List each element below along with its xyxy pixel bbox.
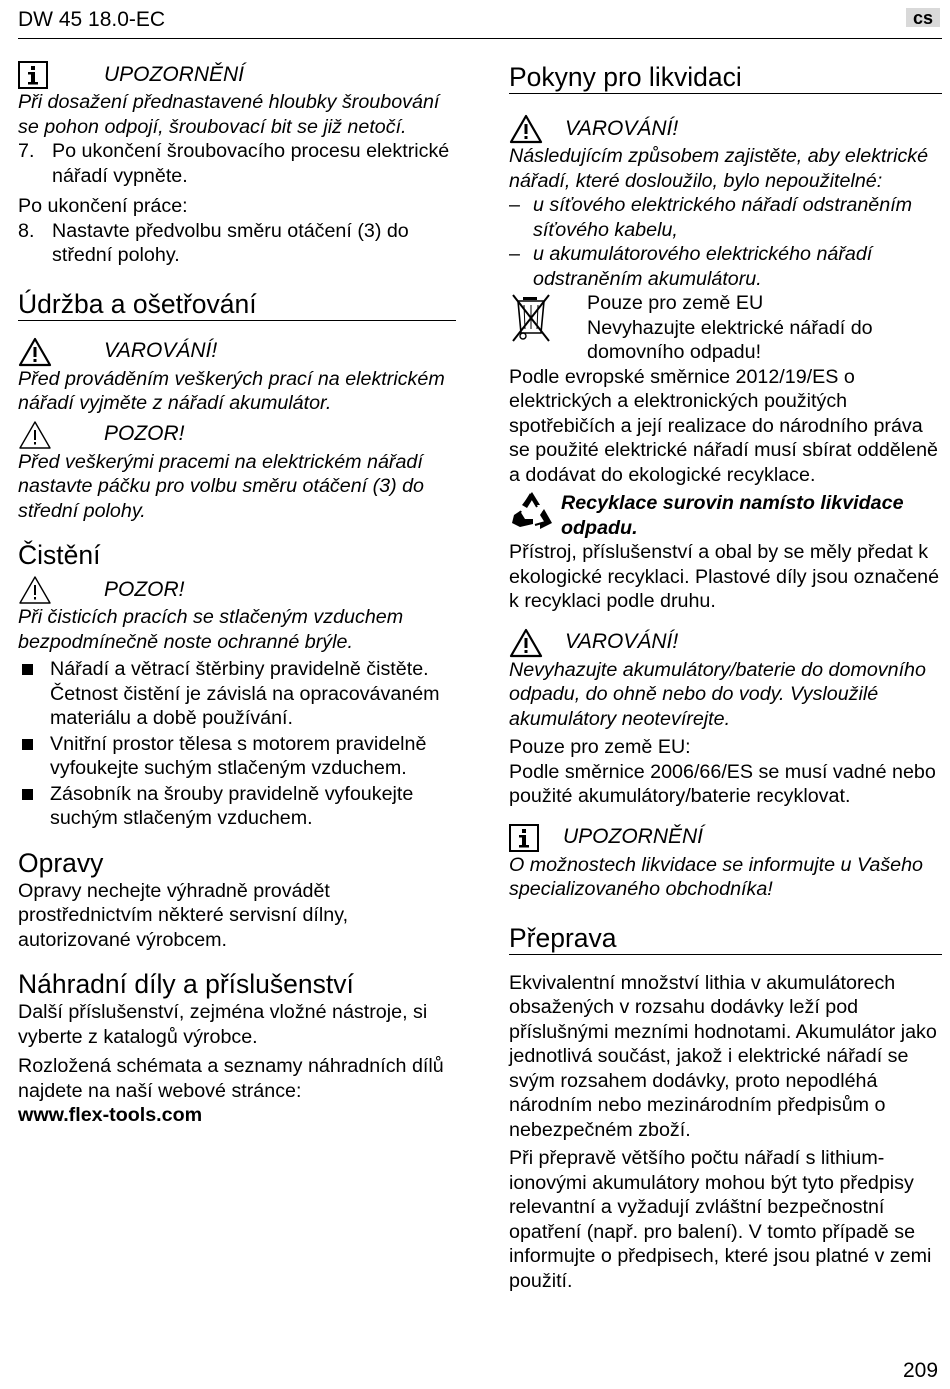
warning-triangle-icon — [509, 628, 543, 658]
caution-heading — [18, 420, 456, 450]
right-column — [509, 56, 942, 1293]
list-item — [18, 782, 456, 831]
maintenance-title: Údržba a ošetřování — [18, 288, 456, 321]
repairs-text: Opravy nechejte výhradně provádět prostřednictvím některé servisní dílny, autorizované výrobcem. — [18, 879, 349, 951]
note-heading — [509, 823, 942, 853]
header-model: DW 45 18.0-EC — [18, 8, 166, 31]
step-text: Po ukončení šroubovacího procesu elektrické nářadí vypněte. — [52, 140, 450, 187]
list-item — [509, 242, 942, 291]
after-work-text: Po ukončení práce: — [18, 195, 188, 217]
weee-text — [587, 291, 942, 365]
warning-triangle-icon — [509, 114, 543, 144]
language-badge: cs — [906, 8, 940, 27]
list-item — [18, 657, 456, 731]
list-item — [18, 732, 456, 781]
note-text: Při dosažení přednastavené hloubky šroubování se pohon odpojí, šroubovací bit se již netočí. — [18, 91, 440, 138]
warning-text: Následujícím způsobem zajistěte, aby elektrické nářadí, které dosloužilo, bylo nepoužitelné: — [509, 145, 929, 192]
note-label: UPOZORNĚNÍ — [104, 62, 245, 86]
transport-text-1: Ekvivalentní množství lithia v akumulátorech obsažených v rozsahu dodávky leží pod příslušnými mezními hodnotami. Akumulátor jako jednotlivá součást, jakož i elektrické nářadí se svým rozsahem dodávky, proto nepodléhá národním nebo mezinárodním předpisům o nebezpečném zboží. — [509, 971, 937, 1141]
warning-label: VAROVÁNÍ! — [565, 116, 679, 140]
warning-heading — [18, 337, 456, 367]
list-item-text: u síťového elektrického nářadí odstraněním síťového kabelu, — [533, 194, 913, 241]
caution-triangle-icon — [18, 420, 52, 450]
cleaning-title: Čistění — [18, 540, 101, 570]
step-number: 8. — [18, 219, 35, 242]
note-text: O možnostech likvidace se informujte u Vašeho specializovaného obchodníka! — [509, 853, 924, 900]
parts-title: Náhradní díly a příslušenství — [18, 969, 354, 999]
transport-title: Přeprava — [509, 922, 942, 955]
bullet-square-icon — [22, 664, 33, 675]
parts-text-2: Rozložená schémata a seznamy náhradních dílů najdete na naší webové stránce: — [18, 1055, 444, 1102]
repairs-title: Opravy — [18, 847, 104, 878]
eu-only-text-2: Pouze pro země EU: — [509, 736, 691, 758]
parts-text-1: Další příslušenství, zejména vložné nástroje, si vyberte z katalogů výrobce. — [18, 1001, 428, 1048]
caution-heading — [18, 575, 456, 605]
caution-triangle-icon — [18, 575, 52, 605]
disposal-title: Pokyny pro likvidaci — [509, 61, 942, 94]
warning-triangle-icon — [18, 337, 52, 367]
dash-marker: – — [509, 243, 520, 265]
list-item-text: Vnitřní prostor tělesa s motorem pravidelně vyfoukejte suchým stlačeným vzduchem. — [50, 732, 427, 779]
bullet-square-icon — [22, 789, 33, 800]
note-heading — [18, 60, 456, 90]
eu-household-text: Nevyhazujte elektrické nářadí do domovního odpadu! — [587, 316, 873, 363]
caution-text: Před veškerými pracemi na elektrickém nářadí nastavte páčku pro volbu směru otáčení (3) do střední polohy. — [18, 450, 425, 522]
battery-warning-heading — [509, 628, 942, 658]
directive-text: Podle evropské směrnice 2012/19/ES o elektrických a elektronických použitých spotřebičích a její realizace do národního práva se použité elektrické nářadí musí sbírat odděleně a dodávat do ekologické recyklace. — [509, 365, 938, 486]
info-icon — [509, 824, 539, 852]
header-rule — [18, 38, 942, 39]
warning-label: VAROVÁNÍ! — [104, 339, 218, 363]
list-item-text: Nářadí a větrací štěrbiny pravidelně čistěte. Četnost čistění je závislá na opracovávaném materiálu a době používání. — [50, 658, 440, 729]
weee-block — [509, 291, 942, 365]
recycle-heading: Recyklace surovin namísto likvidace odpadu. — [561, 492, 904, 539]
step-7 — [18, 139, 456, 188]
dash-marker: – — [509, 194, 520, 216]
page-number: 209 — [903, 1359, 939, 1382]
warning-heading — [509, 114, 942, 144]
bullet-square-icon — [22, 739, 33, 750]
caution-label: POZOR! — [104, 422, 185, 446]
list-item — [509, 193, 942, 242]
caution-text: Při čisticích pracích se stlačeným vzduchem bezpodmínečně noste ochranné brýle. — [18, 606, 404, 653]
step-text: Nastavte předvolbu směru otáčení (3) do střední polohy. — [52, 219, 409, 266]
list-item-text: Zásobník na šrouby pravidelně vyfoukejte suchým stlačeným vzduchem. — [50, 782, 414, 829]
website-link[interactable]: www.flex-tools.com — [18, 1104, 203, 1126]
transport-text-2: Při přepravě většího počtu nářadí s lithium-ionovými akumulátory mohou být tyto předpisy relevantní a vyžadují zvláštní bezpečnostní opatření (např. pro balení). V tomto případě se informujte o předpisech, které jsou platné v zemi použití. — [509, 1147, 932, 1292]
note-label: UPOZORNĚNÍ — [563, 825, 704, 849]
left-column — [18, 56, 456, 1128]
info-icon — [18, 61, 48, 89]
crossed-bin-icon — [511, 291, 551, 343]
battery-warning-text: Nevyhazujte akumulátory/baterie do domovního odpadu, do ohně nebo do vody. Vysloužilé akumulátory neotevírejte. — [509, 658, 926, 730]
recycle-heading-row — [509, 489, 942, 540]
recycle-icon — [509, 489, 555, 533]
battery-directive-text: Podle směrnice 2006/66/ES se musí vadné nebo použité akumulátory/baterie recyklovat. — [509, 760, 936, 807]
step-8 — [18, 219, 456, 268]
eu-only-text: Pouze pro země EU — [587, 292, 764, 314]
warning-text: Před prováděním veškerých prací na elektrickém nářadí vyjměte z nářadí akumulátor. — [18, 367, 445, 414]
recycle-text: Přístroj, příslušenství a obal by se měly předat k ekologické recyklaci. Plastové díly jsou označené k recyklaci podle druhu. — [509, 541, 940, 612]
step-number: 7. — [18, 140, 35, 162]
caution-label: POZOR! — [104, 577, 185, 601]
list-item-text: u akumulátorového elektrického nářadí odstraněním akumulátoru. — [533, 243, 873, 290]
warning-label: VAROVÁNÍ! — [565, 630, 679, 654]
